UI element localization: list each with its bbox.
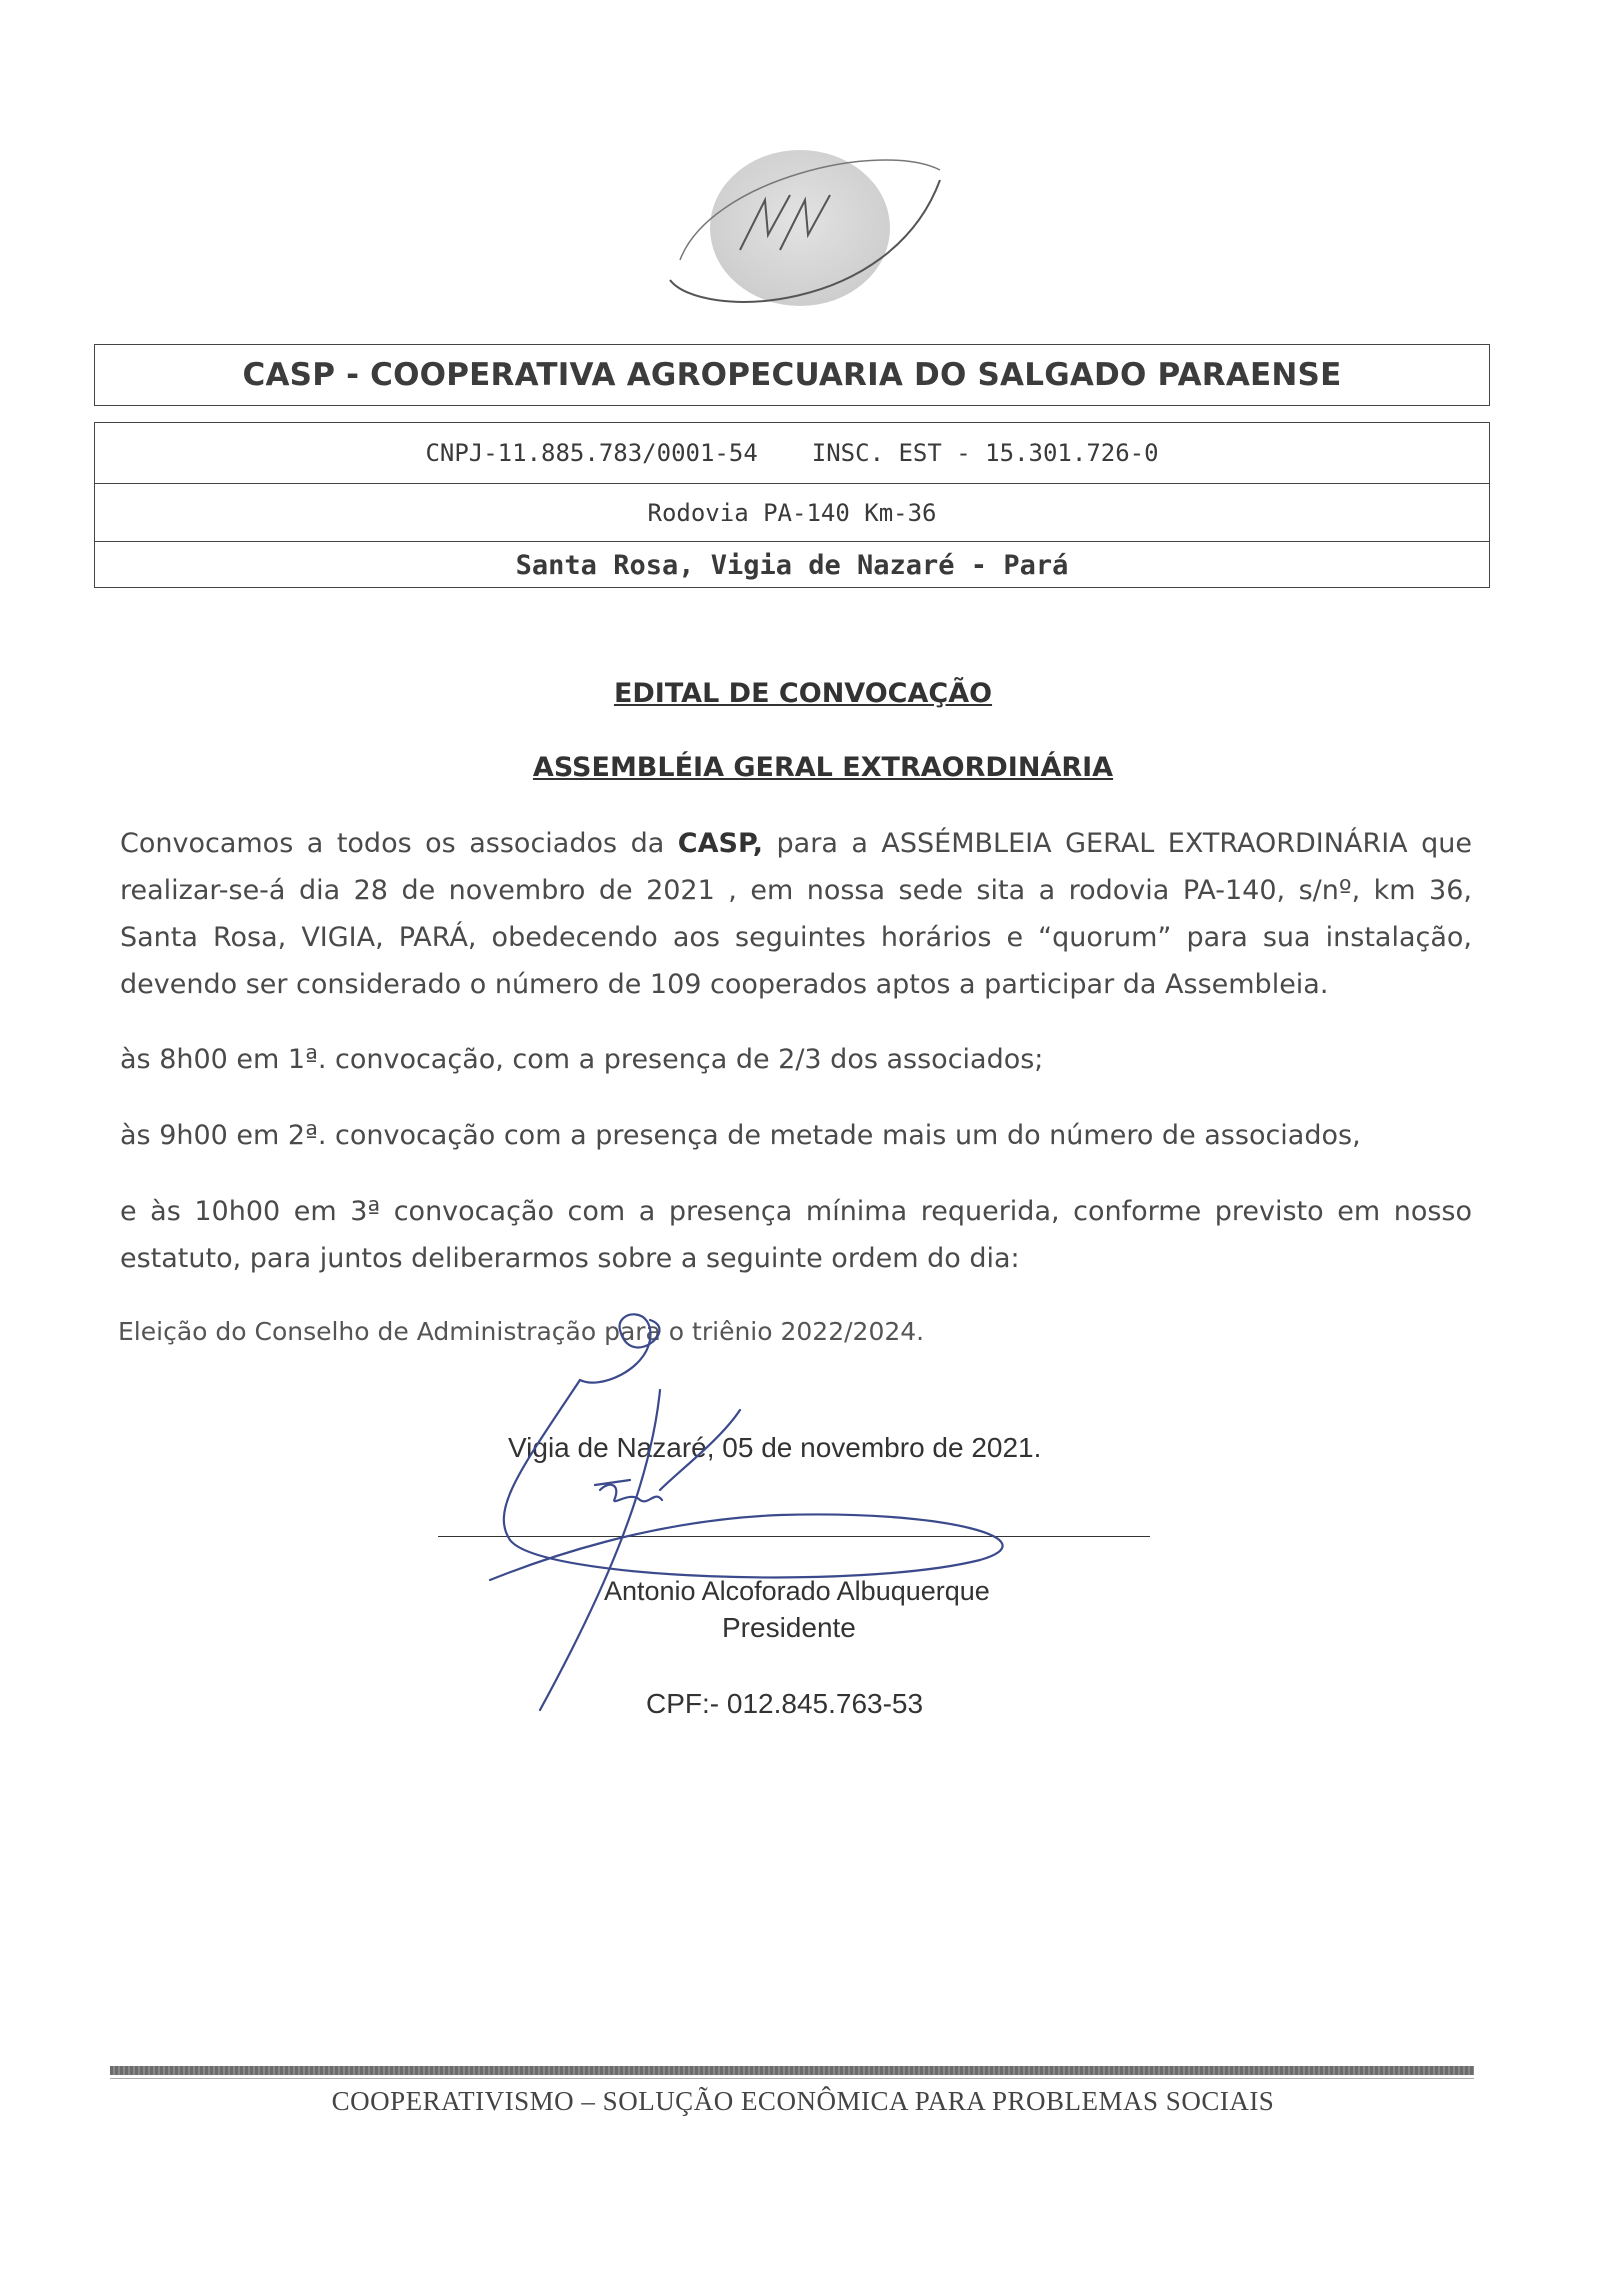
signatory-name: Antonio Alcoforado Albuquerque <box>604 1576 990 1606</box>
cooperative-name: CASP - COOPERATIVA AGROPECUARIA DO SALGADO PARAENSE <box>242 357 1342 393</box>
first-call: às 8h00 em 1ª. convocação, com a presença de 2/3 dos associados; <box>120 1044 1044 1075</box>
handwritten-signature <box>480 1310 1200 1750</box>
document-subheading: ASSEMBLÉIA GERAL EXTRAORDINÁRIA <box>532 752 1114 783</box>
document-heading: EDITAL DE CONVOCAÇÃO <box>613 678 993 709</box>
intro-bold: CASP, <box>677 828 764 859</box>
footer-motto: COOPERATIVISMO – SOLUÇÃO ECONÔMICA PARA PROBLEMAS SOCIAIS <box>331 2086 1275 2116</box>
signatory-cpf: CPF:- 012.845.763-53 <box>646 1688 924 1719</box>
signatory-role: Presidente <box>722 1612 856 1643</box>
signature-date: Vigia de Nazaré, 05 de novembro de 2021. <box>508 1432 1042 1463</box>
location-row <box>95 541 1489 588</box>
intro-rest: para a ASSÉMBLEIA GERAL EXTRAORDINÁRIA que realizar-se-á dia 28 de novembro de 2021 , em nossa sede sita a rodovia PA-140, s/nº, km 36, Santa Rosa, VIGIA, PARÁ, obedecendo aos seguintes horários e “quorum” para sua instalação, devendo ser considerado o número de 109 cooperados aptos a participar da Assembleia. <box>120 828 1473 1000</box>
address: Rodovia PA-140 Km-36 <box>647 499 937 527</box>
cnpj: CNPJ-11.885.783/0001-54 <box>425 439 758 467</box>
cooperative-info-box <box>94 422 1490 588</box>
footer-rule <box>110 2066 1474 2075</box>
cooperative-name-box <box>94 344 1490 406</box>
agenda-item: Eleição do Conselho de Administração para o triênio 2022/2024. <box>118 1317 925 1346</box>
third-call: e às 10h00 em 3ª convocação com a presença mínima requerida, conforme previsto em nosso estatuto, para juntos deliberarmos sobre a seguinte ordem do dia: <box>120 1196 1472 1274</box>
cooperative-logo <box>640 140 960 320</box>
address-row <box>95 483 1489 542</box>
registration-row <box>95 423 1489 483</box>
intro-text: Convocamos a todos os associados da <box>120 828 678 859</box>
second-call: às 9h00 em 2ª. convocação com a presença de metade mais um do número de associados, <box>120 1120 1361 1151</box>
convocation-paragraph <box>120 820 1472 1008</box>
location: Santa Rosa, Vigia de Nazaré - Pará <box>515 549 1069 581</box>
footer-rule-thin <box>110 2078 1474 2079</box>
state-registration: INSC. EST - 15.301.726-0 <box>811 439 1159 467</box>
